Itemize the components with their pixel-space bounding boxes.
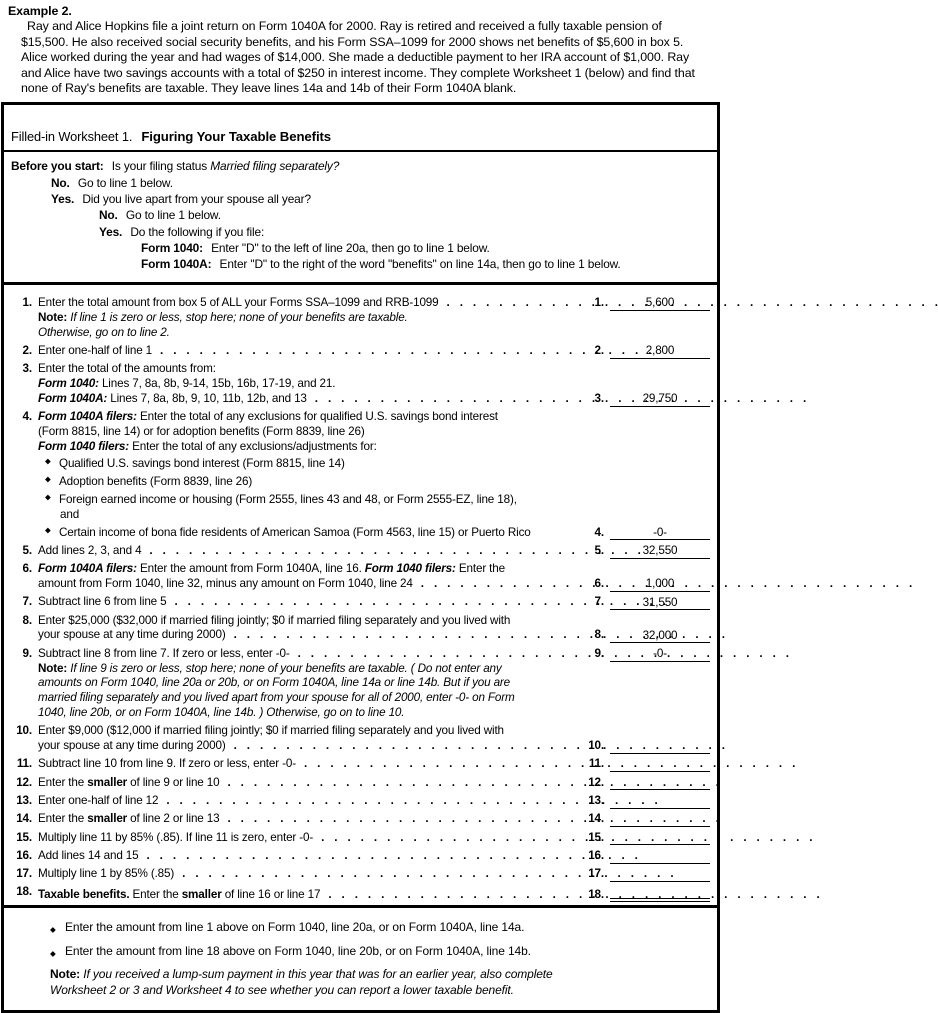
bullet-icon: ◆: [45, 474, 51, 484]
text-segment: Enter the total of any exclusions for qualified U.S. savings bond interest: [136, 410, 498, 424]
row-number: 5.: [22, 543, 32, 557]
text-segment: No.: [51, 175, 70, 190]
amount-value: -0-: [610, 647, 710, 662]
row-text: [38, 739, 226, 754]
row-text: [38, 410, 498, 425]
worksheet-row: [11, 410, 710, 540]
amount-value: [610, 885, 710, 902]
text-segment: Enter the total amount from box 5 of ALL your Forms SSA–1099 and RRB-1099: [38, 296, 439, 310]
dot-leader: [298, 647, 573, 662]
amount-box: [577, 885, 710, 902]
dot-leader: [234, 628, 573, 643]
footer-note-label: Note:: [50, 966, 81, 981]
row-number: 2.: [22, 343, 32, 357]
dot-leader: [328, 888, 573, 903]
text-segment: Form 1040:: [141, 240, 203, 255]
row-line: [38, 757, 710, 772]
text-segment: Multiply line 1 by 85% (.85): [38, 867, 175, 881]
text-segment: Certain income of bona fide residents of American Samoa (Form 4563, line 15) or Puerto Rico: [59, 525, 531, 539]
amount-value: [610, 867, 710, 882]
worksheet-row: [11, 595, 710, 610]
row-text: [38, 662, 502, 677]
amount-value: 5,600: [610, 296, 710, 311]
text-segment: Enter $9,000 ($12,000 if married filing jointly; $0 if married filing separately and you lived with: [38, 724, 504, 738]
row-number: 14.: [16, 812, 32, 826]
row-line: [38, 867, 710, 882]
amount-line-number: 18.: [588, 887, 604, 901]
row-text: [38, 776, 219, 791]
row-line: [38, 362, 710, 377]
text-segment: Enter "D" to the left of line 20a, then go to line 1 below.: [207, 240, 490, 255]
amount-value: [610, 849, 710, 864]
dot-leader: [149, 544, 573, 559]
dot-leader: [160, 344, 573, 359]
text-segment: Yes.: [99, 224, 123, 239]
amount-box: [577, 392, 710, 407]
worksheet-row: [11, 544, 710, 559]
dot-leader: [315, 392, 573, 407]
row-line: [38, 410, 710, 425]
text-segment: (Form 8815, line 14) or for adoption benefits (Form 8839, line 26): [38, 424, 365, 438]
amount-box: [577, 776, 710, 791]
row-text: [38, 344, 152, 359]
row-text: [38, 867, 174, 882]
text-segment: Subtract line 6 from line 5: [38, 595, 167, 609]
text-segment: Enter the: [38, 812, 88, 826]
row-text: [38, 614, 510, 629]
bullet-line: [38, 526, 710, 541]
text-segment: Multiply line 11 by 85% (.85). If line 11 is zero, enter -0-: [38, 830, 314, 844]
dot-leader: [234, 739, 573, 754]
worksheet-rows: [4, 282, 717, 906]
row-number: 12.: [16, 775, 32, 789]
footer-note-line: [50, 982, 709, 998]
before-line: [11, 191, 709, 207]
dot-leader: [227, 812, 573, 827]
text-segment: Enter the: [455, 562, 505, 576]
amount-box: [577, 739, 710, 754]
row-line: [38, 628, 710, 643]
text-segment: Did you live apart from your spouse all year?: [79, 192, 311, 207]
row-line: [38, 508, 710, 523]
bullet-line: [38, 493, 710, 508]
row-line: [38, 794, 710, 809]
amount-line-number: 13.: [588, 793, 604, 807]
amount-line-number: 3.: [594, 391, 604, 405]
row-text: [38, 595, 166, 610]
amount-box: [577, 344, 710, 359]
text-segment: Go to line 1 below.: [122, 208, 221, 223]
text-segment: your spouse at any time during 2000): [38, 739, 226, 753]
amount-line-number: 15.: [588, 830, 604, 844]
footer-note-text: Worksheet 2 or 3 and Worksheet 4 to see whether you can report a lower taxable benefit.: [50, 983, 514, 998]
text-segment: Form 1040A filers:: [38, 410, 137, 424]
example-heading: Example 2.: [8, 4, 72, 18]
amount-value: 31,550: [610, 596, 710, 611]
row-line: [38, 662, 710, 677]
amount-value: [610, 813, 710, 828]
row-number: 7.: [22, 595, 32, 609]
bullet-line: [38, 475, 710, 490]
before-line: [11, 224, 709, 240]
text-segment: Otherwise, go on to line 2.: [38, 325, 170, 339]
text-segment: of line 9 or line 10: [127, 775, 220, 789]
dot-leader: [421, 577, 573, 592]
worksheet-box: [1, 102, 720, 1013]
text-segment: Add lines 2, 3, and 4: [38, 543, 142, 557]
row-text: [60, 508, 79, 523]
row-line: [38, 885, 710, 902]
amount-line-number: 4.: [594, 525, 604, 539]
row-text: [59, 475, 252, 490]
amount-box: [577, 577, 710, 592]
amount-box: [577, 849, 710, 864]
before-line: [11, 175, 709, 191]
amount-line-number: 11.: [588, 757, 604, 771]
text-segment: your spouse at any time during 2000): [38, 628, 226, 642]
row-line: [38, 425, 710, 440]
row-text: [38, 577, 413, 592]
text-segment: Go to line 1 below.: [74, 175, 173, 190]
row-line: [38, 440, 710, 455]
row-text: [38, 888, 320, 903]
text-segment: Yes.: [51, 192, 75, 207]
row-text: [38, 392, 307, 407]
row-text: [38, 311, 408, 326]
worksheet-row: [11, 849, 710, 864]
amount-value: 29,750: [610, 392, 710, 407]
worksheet-footer: [4, 905, 717, 1010]
row-number: 18.: [16, 885, 32, 899]
amount-line-number: 1.: [594, 296, 604, 310]
text-segment: 1040, line 20b, or on Form 1040A, line 14b. ) Otherwise, go on to line 10.: [38, 705, 405, 719]
text-segment: Do the following if you file:: [127, 224, 265, 239]
worksheet-row: [11, 362, 710, 406]
text-segment: Note:: [38, 310, 68, 324]
row-number: 10.: [16, 724, 32, 738]
text-segment: Enter the: [129, 887, 182, 901]
amount-box: [577, 867, 710, 882]
amount-value: 2,800: [610, 344, 710, 359]
bullet-icon: ◆: [50, 925, 56, 935]
row-number: 16.: [16, 848, 32, 862]
dot-leader: [447, 296, 573, 311]
row-text: [38, 362, 216, 377]
text-segment: Qualified U.S. savings bond interest (Form 8815, line 14): [59, 457, 345, 471]
row-line: [38, 577, 710, 592]
row-line: [38, 724, 710, 739]
amount-box: [577, 595, 710, 610]
row-line: [38, 691, 710, 706]
row-text: [38, 757, 296, 772]
worksheet-row: [11, 867, 710, 882]
row-line: [38, 706, 710, 721]
text-segment: Lines 7, 8a, 8b, 9-14, 15b, 16b, 17-19, and 21.: [98, 377, 336, 390]
row-number: 4.: [22, 410, 32, 424]
row-line: [38, 377, 710, 392]
before-line: [11, 256, 709, 272]
amount-line-number: 2.: [594, 343, 604, 357]
row-number: 6.: [22, 562, 32, 576]
footer-bullet-text: Enter the amount from line 1 above on Form 1040, line 20a, or on Form 1040A, line 14a.: [65, 920, 525, 935]
row-line: [38, 812, 710, 827]
row-text: [59, 526, 531, 541]
text-segment: If line 9 is zero or less, stop here; none of your benefits are taxable. ( Do not enter any: [67, 661, 502, 675]
row-text: [59, 457, 345, 472]
row-line: [38, 296, 710, 311]
amount-line-number: 16.: [588, 848, 604, 862]
footer-bullet-line: [50, 943, 709, 959]
row-text: [38, 812, 219, 827]
amount-value: [610, 776, 710, 791]
dot-leader: [146, 849, 573, 864]
amount-line-number: 17.: [588, 867, 604, 881]
bullet-line: [38, 457, 710, 472]
row-text: [38, 849, 138, 864]
amount-line-number: 9.: [594, 646, 604, 660]
row-text: [38, 296, 439, 311]
text-segment: No.: [99, 208, 118, 223]
amount-line-number: 5.: [594, 543, 604, 557]
text-segment: Married filing separately?: [210, 159, 340, 174]
amount-value: [610, 794, 710, 809]
text-segment: Enter $25,000 ($32,000 if married filing jointly; $0 if married filing separately and you lived with: [38, 613, 511, 627]
amount-box: [577, 831, 710, 846]
worksheet-row: [11, 344, 710, 359]
text-segment: of line 16 or line 17: [221, 887, 321, 901]
worksheet-row: [11, 647, 710, 721]
text-segment: smaller: [181, 887, 222, 901]
row-number: 15.: [16, 830, 32, 844]
amount-line-number: 14.: [588, 812, 604, 826]
worksheet-row: [11, 724, 710, 754]
text-segment: Enter "D" to the right of the word "benefits" on line 14a, then go to line 1 below.: [216, 257, 621, 272]
worksheet-row: [11, 757, 710, 772]
row-line: [38, 562, 710, 577]
amount-box: [577, 628, 710, 643]
amount-value: [610, 831, 710, 846]
text-segment: Foreign earned income or housing (Form 2555, lines 43 and 48, or Form 2555-EZ, line 18),: [59, 493, 517, 507]
row-text: [38, 628, 226, 643]
text-segment: Enter one-half of line 1: [38, 343, 152, 357]
text-segment: smaller: [87, 812, 128, 826]
row-line: [38, 392, 710, 407]
dot-leader: [304, 757, 573, 772]
text-segment: Add lines 14 and 15: [38, 848, 139, 862]
text-segment: amounts on Form 1040, line 20a or 20b, or on Form 1040A, line 14a or line 14b. But if you are: [38, 676, 511, 690]
text-segment: Form 1040 filers:: [364, 562, 456, 576]
row-line: [38, 849, 710, 864]
worksheet-row: [11, 776, 710, 791]
amount-box: [577, 812, 710, 827]
amount-value: [610, 739, 710, 754]
before-line: [11, 207, 709, 223]
bullet-icon: ◆: [45, 456, 51, 466]
worksheet-row: [11, 562, 710, 592]
text-segment: married filing separately and you lived apart from your spouse for all of 2000, enter -0- on Form: [38, 691, 515, 705]
text-segment: Enter the: [38, 775, 88, 789]
row-number: 13.: [16, 793, 32, 807]
before-line: [11, 158, 709, 174]
dot-leader: [321, 831, 573, 846]
text-segment: amount from Form 1040, line 32, minus any amount on Form 1040, line 24: [38, 577, 413, 591]
row-line: [38, 647, 710, 662]
text-segment: Form 1040A:: [141, 257, 212, 272]
worksheet-row: [11, 885, 710, 902]
row-number: 1.: [22, 296, 32, 310]
example-section: [0, 0, 721, 96]
text-segment: Enter the total of the amounts from:: [38, 362, 216, 376]
amount-box: [577, 647, 710, 662]
amount-line-number: 7.: [594, 595, 604, 609]
worksheet-title: [4, 105, 717, 150]
row-line: [38, 831, 710, 846]
row-text: [38, 647, 290, 662]
worksheet-title-main: Figuring Your Taxable Benefits: [141, 129, 332, 145]
footer-bullet-line: [50, 919, 709, 935]
worksheet-row: [11, 812, 710, 827]
row-line: [38, 326, 710, 341]
row-number: 3.: [22, 362, 32, 376]
text-segment: Lines 7, 8a, 8b, 9, 10, 11b, 12b, and 13: [107, 391, 307, 405]
row-line: [38, 595, 710, 610]
before-line: [11, 240, 709, 256]
example-body: Ray and Alice Hopkins file a joint return on Form 1040A for 2000. Ray is retired and received a fully taxable pension of $15,500. He also received social security benefits, and his Form SSA–1099 for 2000 shows net benefits of $5,600 in box 5. Alice worked during the year and had wages of $14,000. She made a deductible payment to her IRA account of $1,000. Ray and Alice have two savings accounts with a total of $250 in interest income. They complete Worksheet 1 (below) and find that none of Ray's benefits are taxable. They leave lines 14a and 14b of their Form 1040A blank.: [21, 19, 695, 96]
row-text: [38, 326, 170, 341]
row-text: [38, 724, 504, 739]
text-segment: Form 1040A:: [38, 391, 108, 405]
row-text: [38, 794, 158, 809]
text-segment: Enter the total of any exclusions/adjustments for:: [129, 439, 377, 453]
row-line: [38, 739, 710, 754]
amount-box: [577, 757, 710, 772]
footer-note-line: [50, 966, 709, 982]
text-segment: and: [60, 507, 80, 521]
row-text: [38, 562, 505, 577]
amount-line-number: 12.: [588, 775, 604, 789]
before-you-start-section: [4, 150, 717, 281]
worksheet-row: [11, 794, 710, 809]
row-number: 9.: [22, 646, 32, 660]
text-segment: smaller: [87, 775, 128, 789]
row-line: [38, 776, 710, 791]
text-segment: Note:: [38, 661, 68, 675]
text-segment: Taxable benefits.: [38, 887, 130, 901]
amount-box: [577, 544, 710, 559]
text-segment: Enter one-half of line 12: [38, 793, 159, 807]
row-line: [38, 344, 710, 359]
worksheet-row: [11, 296, 710, 340]
bullet-icon: ◆: [45, 525, 51, 535]
text-segment: Is your filing status: [108, 159, 211, 174]
row-number: 8.: [22, 613, 32, 627]
dot-leader: [227, 776, 573, 791]
row-text: [38, 544, 141, 559]
worksheet-title-prefix: Filled-in Worksheet 1.: [11, 129, 133, 145]
row-text: [38, 706, 404, 721]
row-text: [38, 425, 365, 440]
footer-bullet-text: Enter the amount from line 18 above on Form 1040, line 20b, or on Form 1040A, line 14b.: [65, 943, 531, 958]
amount-value: 1,000: [610, 577, 710, 592]
amount-value: 32,000: [610, 629, 710, 644]
row-line: [38, 676, 710, 691]
bullet-icon: ◆: [50, 948, 56, 958]
amount-value: 32,550: [610, 544, 710, 559]
row-number: 11.: [16, 757, 32, 771]
worksheet-row: [11, 614, 710, 644]
amount-box: [577, 794, 710, 809]
worksheet-row: [11, 831, 710, 846]
text-segment: Form 1040 filers:: [38, 439, 129, 453]
amount-value: -0-: [610, 526, 710, 541]
text-segment: Subtract line 10 from line 9. If zero or less, enter -0-: [38, 757, 296, 771]
row-text: [38, 831, 313, 846]
amount-value: [610, 758, 710, 773]
text-segment: of line 2 or line 13: [127, 812, 220, 826]
amount-box: [577, 296, 710, 311]
row-line: [38, 311, 710, 326]
dot-leader: [166, 794, 573, 809]
row-text: [38, 377, 335, 392]
row-text: [38, 691, 515, 706]
row-number: 17.: [16, 867, 32, 881]
text-segment: Before you start:: [11, 159, 104, 174]
dot-leader: [182, 867, 573, 882]
amount-line-number: 8.: [594, 628, 604, 642]
row-line: [38, 544, 710, 559]
row-text: [59, 493, 517, 508]
bullet-icon: ◆: [45, 492, 51, 502]
amount-line-number: 10.: [588, 739, 604, 753]
dot-leader: [174, 595, 573, 610]
row-line: [38, 614, 710, 629]
footer-note-text: If you received a lump-sum payment in this year that was for an earlier year, also complete: [80, 966, 553, 981]
text-segment: Enter the amount from Form 1040A, line 16.: [136, 562, 365, 576]
text-segment: Form 1040A filers:: [38, 562, 137, 576]
text-segment: Adoption benefits (Form 8839, line 26): [59, 475, 253, 489]
row-text: [38, 676, 510, 691]
text-segment: Subtract line 8 from line 7. If zero or less, enter -0-: [38, 646, 290, 660]
amount-box: [577, 526, 710, 541]
text-segment: If line 1 is zero or less, stop here; none of your benefits are taxable.: [67, 310, 408, 324]
row-text: [38, 440, 377, 455]
text-segment: Form 1040:: [38, 377, 99, 390]
amount-line-number: 6.: [594, 577, 604, 591]
